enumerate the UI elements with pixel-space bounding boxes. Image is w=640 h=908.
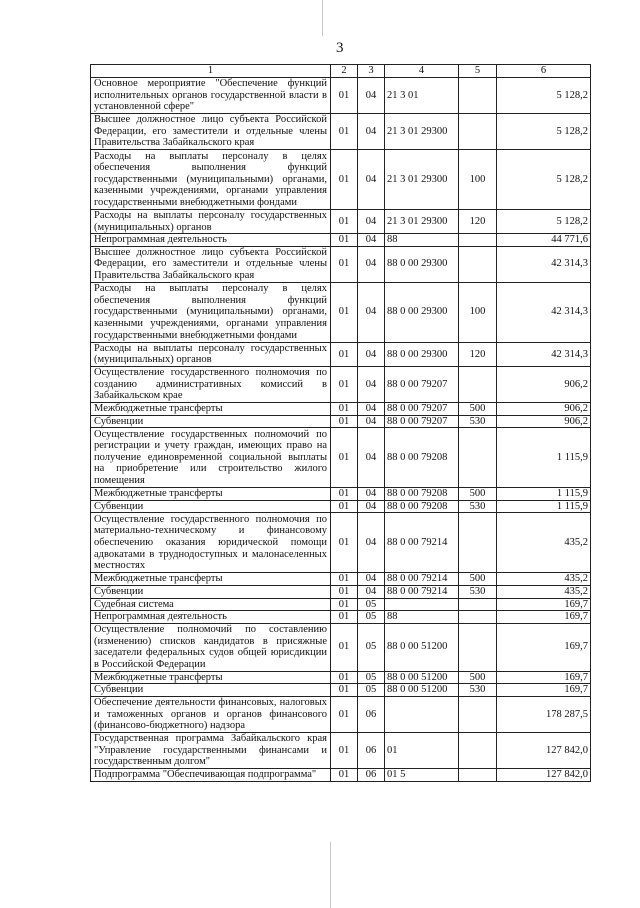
- header-cell-2: 2: [331, 65, 358, 78]
- subsection-cell: 04: [358, 366, 385, 402]
- subsection-cell: 05: [358, 611, 385, 624]
- table-header-row: [91, 65, 591, 78]
- table-row: [91, 366, 591, 402]
- section-cell: 01: [331, 402, 358, 415]
- section-cell: 01: [331, 732, 358, 768]
- section-cell: 01: [331, 585, 358, 598]
- section-cell: 01: [331, 234, 358, 247]
- expense-type-cell: [459, 246, 497, 282]
- target-article-cell: 21 3 01: [385, 78, 459, 114]
- table-row: [91, 732, 591, 768]
- amount-cell: 127 842,0: [497, 732, 591, 768]
- section-cell: 01: [331, 598, 358, 611]
- expense-type-cell: 120: [459, 342, 497, 366]
- table-row: [91, 282, 591, 342]
- table-row: [91, 573, 591, 586]
- row-name-cell: Подпрограмма "Обеспечивающая подпрограмма": [91, 768, 331, 781]
- amount-cell: 5 128,2: [497, 150, 591, 210]
- subsection-cell: 05: [358, 684, 385, 697]
- expense-type-cell: [459, 78, 497, 114]
- expense-type-cell: 500: [459, 402, 497, 415]
- amount-cell: 5 128,2: [497, 114, 591, 150]
- section-cell: 01: [331, 150, 358, 210]
- row-name-cell: Межбюджетные трансферты: [91, 488, 331, 501]
- expense-type-cell: 500: [459, 671, 497, 684]
- page-number: 3: [336, 40, 344, 56]
- amount-cell: 169,7: [497, 611, 591, 624]
- table-row: [91, 684, 591, 697]
- table-row: [91, 696, 591, 732]
- target-article-cell: 88 0 00 29300: [385, 246, 459, 282]
- section-cell: 01: [331, 114, 358, 150]
- amount-cell: 169,7: [497, 598, 591, 611]
- expense-type-cell: 120: [459, 210, 497, 234]
- expense-type-cell: [459, 513, 497, 573]
- row-name-cell: Межбюджетные трансферты: [91, 402, 331, 415]
- row-name-cell: Расходы на выплаты персоналу в целях обеспечения выполнения функций государственными (муниципальными) органами, казенными учреждениями, органами управления государственными внебюджетными фондами: [91, 150, 331, 210]
- row-name-cell: Межбюджетные трансферты: [91, 573, 331, 586]
- table-row: [91, 768, 591, 781]
- table-row: [91, 402, 591, 415]
- section-cell: 01: [331, 623, 358, 671]
- subsection-cell: 05: [358, 623, 385, 671]
- expense-type-cell: [459, 428, 497, 488]
- table-row: [91, 488, 591, 501]
- table-row: [91, 671, 591, 684]
- header-cell-6: 6: [497, 65, 591, 78]
- table-row: [91, 78, 591, 114]
- target-article-cell: 88 0 00 79214: [385, 585, 459, 598]
- target-article-cell: 88 0 00 79207: [385, 402, 459, 415]
- table-row: [91, 415, 591, 428]
- amount-cell: 44 771,6: [497, 234, 591, 247]
- table-row: [91, 342, 591, 366]
- amount-cell: 435,2: [497, 585, 591, 598]
- header-cell-3: 3: [358, 65, 385, 78]
- amount-cell: 1 115,9: [497, 500, 591, 513]
- subsection-cell: 06: [358, 768, 385, 781]
- expense-type-cell: 500: [459, 573, 497, 586]
- target-article-cell: 21 3 01 29300: [385, 210, 459, 234]
- row-name-cell: Расходы на выплаты персоналу государственных (муниципальных) органов: [91, 210, 331, 234]
- section-cell: 01: [331, 342, 358, 366]
- section-cell: 01: [331, 78, 358, 114]
- row-name-cell: Высшее должностное лицо субъекта Российской Федерации, его заместители и отдельные члены Правительства Забайкальского края: [91, 246, 331, 282]
- expense-type-cell: 500: [459, 488, 497, 501]
- subsection-cell: 05: [358, 598, 385, 611]
- amount-cell: 178 287,5: [497, 696, 591, 732]
- row-name-cell: Государственная программа Забайкальского края "Управление государственными финансами и государственным долгом": [91, 732, 331, 768]
- amount-cell: 42 314,3: [497, 282, 591, 342]
- amount-cell: 906,2: [497, 366, 591, 402]
- section-cell: 01: [331, 573, 358, 586]
- header-cell-1: 1: [91, 65, 331, 78]
- amount-cell: 169,7: [497, 684, 591, 697]
- subsection-cell: 04: [358, 342, 385, 366]
- target-article-cell: 21 3 01 29300: [385, 150, 459, 210]
- target-article-cell: 88 0 00 79208: [385, 500, 459, 513]
- table-row: [91, 246, 591, 282]
- target-article-cell: 88: [385, 611, 459, 624]
- table-row: [91, 114, 591, 150]
- target-article-cell: 88 0 00 51200: [385, 623, 459, 671]
- subsection-cell: 04: [358, 78, 385, 114]
- target-article-cell: 01 5: [385, 768, 459, 781]
- expense-type-cell: 530: [459, 415, 497, 428]
- subsection-cell: 04: [358, 282, 385, 342]
- subsection-cell: 04: [358, 246, 385, 282]
- amount-cell: 906,2: [497, 415, 591, 428]
- target-article-cell: 88 0 00 79208: [385, 428, 459, 488]
- budget-table: [90, 64, 591, 782]
- header-cell-4: 4: [385, 65, 459, 78]
- table-row: [91, 428, 591, 488]
- expense-type-cell: 530: [459, 585, 497, 598]
- row-name-cell: Субвенции: [91, 684, 331, 697]
- row-name-cell: Субвенции: [91, 415, 331, 428]
- table-row: [91, 234, 591, 247]
- amount-cell: 127 842,0: [497, 768, 591, 781]
- target-article-cell: 88 0 00 79208: [385, 488, 459, 501]
- expense-type-cell: 100: [459, 150, 497, 210]
- subsection-cell: 06: [358, 696, 385, 732]
- target-article-cell: 88 0 00 51200: [385, 684, 459, 697]
- section-cell: 01: [331, 282, 358, 342]
- amount-cell: 42 314,3: [497, 342, 591, 366]
- section-cell: 01: [331, 415, 358, 428]
- header-cell-5: 5: [459, 65, 497, 78]
- row-name-cell: Осуществление государственного полномочия по созданию административных комиссий в Забайкальском крае: [91, 366, 331, 402]
- row-name-cell: Осуществление полномочий по составлению (изменению) списков кандидатов в присяжные заседатели федеральных судов общей юрисдикции в Российской Федерации: [91, 623, 331, 671]
- amount-cell: 906,2: [497, 402, 591, 415]
- section-cell: 01: [331, 210, 358, 234]
- expense-type-cell: [459, 696, 497, 732]
- expense-type-cell: [459, 366, 497, 402]
- amount-cell: 5 128,2: [497, 78, 591, 114]
- expense-type-cell: 530: [459, 684, 497, 697]
- table-row: [91, 210, 591, 234]
- target-article-cell: [385, 696, 459, 732]
- row-name-cell: Осуществление государственного полномочия по материально-техническому и финансовому обеспечению оказания юридической помощи адвокатами в труднодоступных и малонаселенных местностях: [91, 513, 331, 573]
- expense-type-cell: [459, 768, 497, 781]
- section-cell: 01: [331, 500, 358, 513]
- subsection-cell: 04: [358, 500, 385, 513]
- target-article-cell: 88 0 00 51200: [385, 671, 459, 684]
- amount-cell: 42 314,3: [497, 246, 591, 282]
- row-name-cell: Непрограммная деятельность: [91, 234, 331, 247]
- expense-type-cell: [459, 623, 497, 671]
- subsection-cell: 05: [358, 671, 385, 684]
- target-article-cell: [385, 598, 459, 611]
- target-article-cell: 88 0 00 79207: [385, 366, 459, 402]
- section-cell: 01: [331, 671, 358, 684]
- section-cell: 01: [331, 428, 358, 488]
- subsection-cell: 04: [358, 415, 385, 428]
- row-name-cell: Межбюджетные трансферты: [91, 671, 331, 684]
- amount-cell: 435,2: [497, 513, 591, 573]
- amount-cell: 169,7: [497, 623, 591, 671]
- subsection-cell: 04: [358, 210, 385, 234]
- table-row: [91, 500, 591, 513]
- scan-margin-line-bottom: [330, 842, 331, 908]
- expense-type-cell: 530: [459, 500, 497, 513]
- amount-cell: 1 115,9: [497, 488, 591, 501]
- subsection-cell: 04: [358, 488, 385, 501]
- target-article-cell: 88: [385, 234, 459, 247]
- subsection-cell: 04: [358, 114, 385, 150]
- target-article-cell: 88 0 00 79214: [385, 573, 459, 586]
- table-row: [91, 598, 591, 611]
- amount-cell: 169,7: [497, 671, 591, 684]
- section-cell: 01: [331, 696, 358, 732]
- target-article-cell: 88 0 00 29300: [385, 342, 459, 366]
- row-name-cell: Расходы на выплаты персоналу в целях обеспечения выполнения функций государственными (муниципальными) органами, казенными учреждениями, органами управления государственными внебюджетными фондами: [91, 282, 331, 342]
- scan-margin-line-top: [322, 0, 323, 36]
- section-cell: 01: [331, 684, 358, 697]
- target-article-cell: 21 3 01 29300: [385, 114, 459, 150]
- target-article-cell: 88 0 00 29300: [385, 282, 459, 342]
- target-article-cell: 88 0 00 79207: [385, 415, 459, 428]
- row-name-cell: Осуществление государственных полномочий по регистрации и учету граждан, имеющих право на получение единовременной социальной выплаты на приобретение или строительство жилого помещения: [91, 428, 331, 488]
- row-name-cell: Высшее должностное лицо субъекта Российской Федерации, его заместители и отдельные члены Правительства Забайкальского края: [91, 114, 331, 150]
- expense-type-cell: [459, 114, 497, 150]
- table-row: [91, 513, 591, 573]
- section-cell: 01: [331, 513, 358, 573]
- expense-type-cell: [459, 234, 497, 247]
- subsection-cell: 04: [358, 402, 385, 415]
- table-row: [91, 611, 591, 624]
- amount-cell: 5 128,2: [497, 210, 591, 234]
- expense-type-cell: [459, 611, 497, 624]
- expense-type-cell: 100: [459, 282, 497, 342]
- section-cell: 01: [331, 366, 358, 402]
- amount-cell: 435,2: [497, 573, 591, 586]
- row-name-cell: Обеспечение деятельности финансовых, налоговых и таможенных органов и органов финансового (финансово-бюджетного) надзора: [91, 696, 331, 732]
- row-name-cell: Судебная система: [91, 598, 331, 611]
- subsection-cell: 04: [358, 573, 385, 586]
- target-article-cell: 88 0 00 79214: [385, 513, 459, 573]
- subsection-cell: 04: [358, 428, 385, 488]
- section-cell: 01: [331, 611, 358, 624]
- subsection-cell: 04: [358, 585, 385, 598]
- row-name-cell: Непрограммная деятельность: [91, 611, 331, 624]
- target-article-cell: 01: [385, 732, 459, 768]
- subsection-cell: 06: [358, 732, 385, 768]
- section-cell: 01: [331, 768, 358, 781]
- table-row: [91, 150, 591, 210]
- section-cell: 01: [331, 488, 358, 501]
- row-name-cell: Основное мероприятие "Обеспечение функций исполнительных органов государственной власти в установленной сфере": [91, 78, 331, 114]
- expense-type-cell: [459, 598, 497, 611]
- subsection-cell: 04: [358, 513, 385, 573]
- section-cell: 01: [331, 246, 358, 282]
- table-row: [91, 623, 591, 671]
- row-name-cell: Расходы на выплаты персоналу государственных (муниципальных) органов: [91, 342, 331, 366]
- subsection-cell: 04: [358, 234, 385, 247]
- row-name-cell: Субвенции: [91, 585, 331, 598]
- subsection-cell: 04: [358, 150, 385, 210]
- expense-type-cell: [459, 732, 497, 768]
- amount-cell: 1 115,9: [497, 428, 591, 488]
- row-name-cell: Субвенции: [91, 500, 331, 513]
- table-row: [91, 585, 591, 598]
